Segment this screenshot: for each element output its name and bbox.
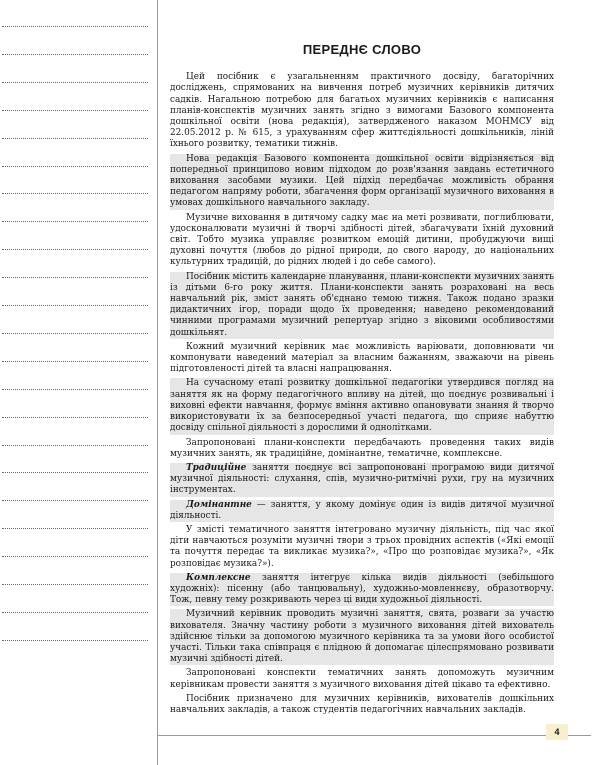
- paragraph: [170, 668, 554, 690]
- paragraph-lead-term: Традиційне: [186, 462, 247, 473]
- paragraph-text: Музичний керівник проводить музичні заняття, свята, розваги за участю вихователя. Значну частину роботи з музичного виховання дітей вихователь здійснює тільки за допомогою музичного керівника та за умови його особистої участі. Тільки така співпраця є плідною й допомагає цілеспрямовано розвивати музичні здібності дітей.: [170, 609, 554, 665]
- paragraph-lead-term: Домінантне: [186, 499, 252, 510]
- paragraph: [170, 72, 554, 150]
- paragraph-text: Посібник призначено для музичних керівників, вихователів дошкільних навчальних закладів, а також студентів педагогічних навчальних закладів.: [170, 693, 554, 715]
- paragraph: [170, 500, 554, 522]
- paragraph-text: Запропоновані плани-конспекти передбачають проведення таких видів музичних занять, як традиційне, домінантне, тематичне, комплексне.: [170, 437, 554, 459]
- paragraph-text: Нова редакція Базового компонента дошкільної освіти відрізняється від попередньої принципово новим підходом до розв'язання завдань естетичного виховання засобами музики. Цей підхід передбачає можливість обрання педагогом напряму роботи, збагачення форм організації музичного виховання в умовах дошкільного навчального закладу.: [170, 153, 554, 209]
- page-number: 4: [554, 727, 560, 737]
- notes-line: [2, 82, 148, 83]
- notes-line: [2, 612, 148, 613]
- notes-line: [2, 361, 148, 362]
- paragraph-text: На сучасному етапі розвитку дошкільної педагогіки утвердився погляд на заняття як на форму педагогічного впливу на дітей, що поєднує розвивальні і виховні ефекти навчання, формує вміння активно опановувати знання й творчо використовувати їх за безпосередньої участі педагога, що сприяє набуттю досвіду спільної діяльності з дорослими й однолітками.: [170, 378, 554, 434]
- notes-line: [2, 472, 148, 473]
- notes-line: [2, 305, 148, 306]
- main-text: [170, 44, 554, 719]
- notes-line: [2, 277, 148, 278]
- notes-line: [2, 54, 148, 55]
- paragraph: [170, 342, 554, 376]
- notes-line: [2, 110, 148, 111]
- paragraph-text: Цей посібник є узагальненням практичного досвіду, багаторічних досліджень, спрямованих на вивчення потреб музичних керівників дитячих садків. Нагальною потребою для багатьох музичних керівників є написання планів-конспектів музичних занять згідно з вимогами Базового компонента дошкільної освіти (нова редакція), затвердженого наказом МОНМСУ від 22.05.2012 р. № 615, з урахуванням сфер життєдіяльності дошкільників, ліній їхнього розвитку, тематики тижнів.: [170, 72, 554, 150]
- paragraph-text: — заняття, у якому домінує один із видів дитячої музичної діяльності.: [170, 499, 554, 521]
- paragraph-text: Музичне виховання в дитячому садку має на меті розвивати, поглиблювати, удосконалювати музичні й творчі здібності дітей, збагачувати їхній духовний світ. Тобто музика управляє розвитком емоцій дитини, пробуджуючи вищі духовні почуття (любов до рідної природи, до свого народу, до національних культурних традицій, до рідних людей і до себе самого).: [170, 212, 554, 268]
- paragraph: [170, 463, 554, 497]
- paragraph: [170, 573, 554, 607]
- paragraph-text: Посібник містить календарне планування, плани-конспекти музичних занять із дітьми 6-го року життя. Плани-конспекти занять розраховані на весь навчальний рік, зміст занять об'єднано темою тижня. Також подано зразки дидактичних ігор, поради щодо їх проведення; наведено рекомендований чинними програмами музичний репертуар згідно з віковими особливостями дошкільнят.: [170, 271, 554, 338]
- paragraph-lead-term: Комплексне: [186, 572, 251, 583]
- paragraph: [170, 694, 554, 716]
- notes-line: [2, 445, 148, 446]
- paragraph-text: Кожний музичний керівник має можливість варіювати, доповнювати чи компонувати наведений матеріал за власним бажанням, зважаючи на рівень підготовленості дітей та власні напрацювання.: [170, 341, 554, 375]
- paragraph-text: Запропоновані конспекти тематичних занять допоможуть музичним керівникам провести заняття з музичного виховання дітей цікаво та ефективно.: [170, 668, 554, 690]
- notes-line: [2, 249, 148, 250]
- paragraph: [170, 213, 554, 269]
- notes-line: [2, 584, 148, 585]
- notes-line: [2, 193, 148, 194]
- notes-line: [2, 556, 148, 557]
- notes-line: [2, 417, 148, 418]
- notes-line: [2, 26, 148, 27]
- paragraph: [170, 154, 554, 210]
- paragraph: [170, 525, 554, 570]
- paragraph: [170, 378, 554, 434]
- paragraph: [170, 438, 554, 460]
- paragraph-text: заняття інтегрує кілька видів діяльності (зебільшого художніх): пісенну (або танцювальну), художньо-мовленнєву, образотворчу. Тож, певну тему розкривають через ці види художньої діяльності.: [170, 572, 554, 606]
- paragraph-text: заняття поєднує всі запропоновані програмою види дитячої музичної діяльності: слухання, спів, музично-ритмічні рухи, гру на музичних інструментах.: [170, 462, 554, 496]
- paragraph-list: [170, 72, 554, 716]
- notes-line: [2, 640, 148, 641]
- notes-line: [2, 138, 148, 139]
- paragraph: [170, 609, 554, 665]
- page-title: ПЕРЕДНЄ СЛОВО: [302, 42, 422, 57]
- notes-line: [2, 528, 148, 529]
- frame-bottom-rule: [157, 735, 591, 736]
- notes-line: [2, 166, 148, 167]
- notes-line: [2, 389, 148, 390]
- notes-line: [2, 333, 148, 334]
- notes-line: [2, 500, 148, 501]
- notes-line: [2, 221, 148, 222]
- paragraph: [170, 272, 554, 339]
- paragraph-text: У змісті тематичного заняття інтегровано музичну діяльність, під час якої діти навчаються розуміти музичні твори з трьох провідних аспектів («Які емоції та почуття передає та викликає музика?», «Про що розповідає музика?», «Як розповідає музика?»).: [170, 524, 554, 569]
